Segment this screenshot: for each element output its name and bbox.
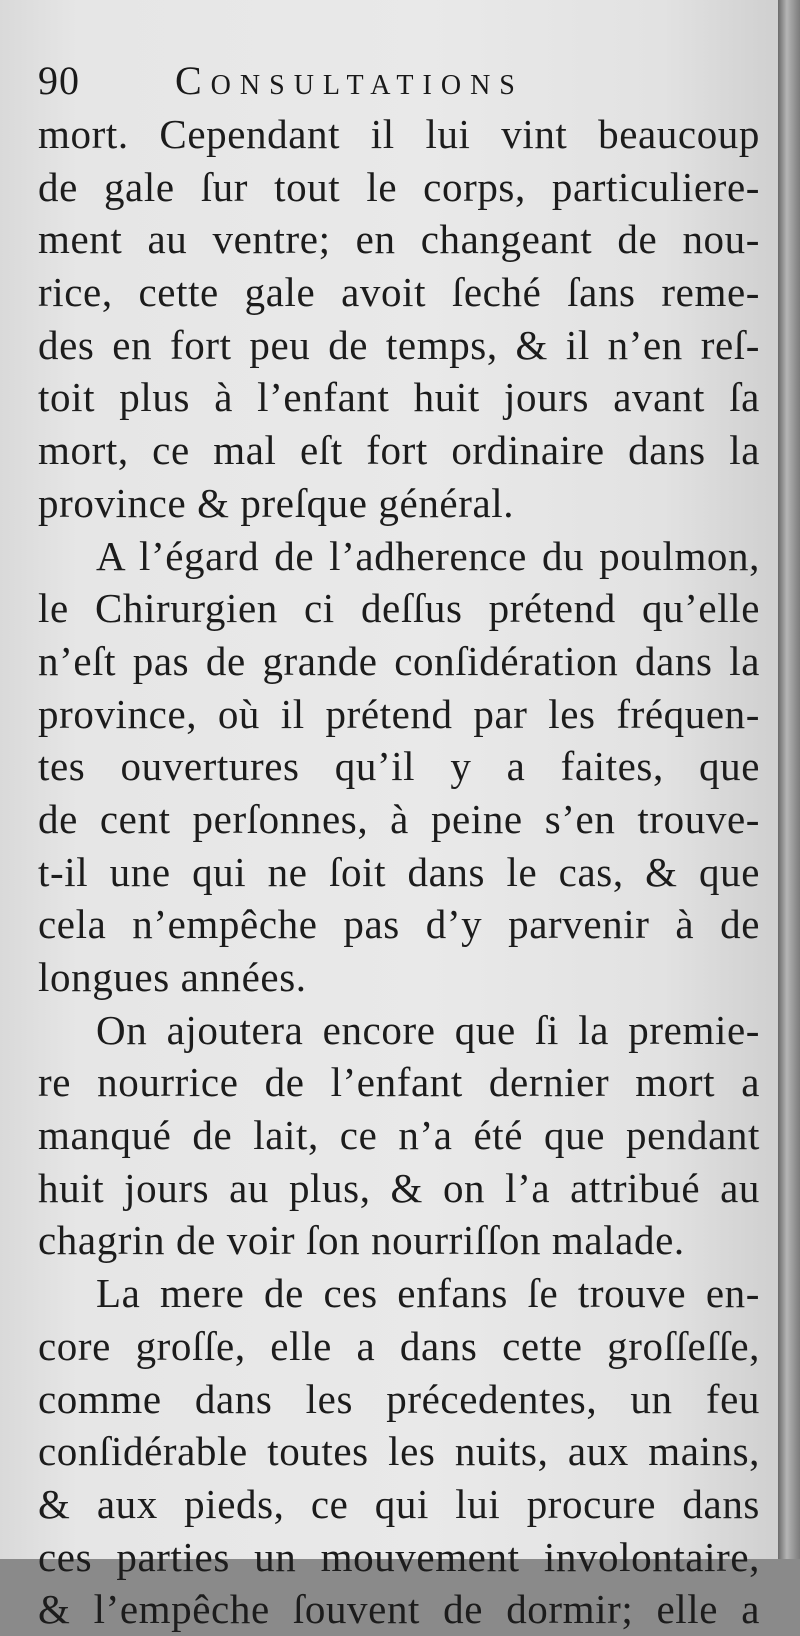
- text-line: ment au ventre; en changeant de nou-: [38, 216, 760, 263]
- paragraph: [38, 530, 760, 1004]
- page-number: 90: [38, 58, 80, 103]
- page-spine-shadow: [778, 0, 800, 1559]
- text-line: huit jours au plus, & on l’a attribué au: [38, 1164, 760, 1211]
- text-line: tes ouvertures qu’il y a faites, que: [38, 743, 760, 790]
- text-line: le Chirurgien ci deſſus prétend qu’elle: [38, 585, 760, 632]
- text-line: chagrin de voir ſon nourriſſon malade.: [38, 1217, 685, 1264]
- text-line: des en fort peu de temps, & il n’en reſ-: [38, 321, 760, 368]
- text-line: & l’empêche ſouvent de dormir; elle a: [38, 1586, 760, 1633]
- text-line: n’eſt pas de grande conſidération dans la: [38, 637, 760, 684]
- text-line: core groſſe, elle a dans cette groſſeſſe,: [38, 1322, 760, 1369]
- text-line: cela n’empêche pas d’y parvenir à de: [38, 901, 760, 948]
- text-line: province, où il prétend par les fréquen-: [38, 690, 760, 737]
- text-line: & aux pieds, ce qui lui procure dans: [38, 1480, 760, 1527]
- text-line: province & preſque général.: [38, 479, 515, 526]
- text-line: longues années.: [38, 954, 307, 1000]
- body-text: [38, 108, 760, 1636]
- text-line: rice, cette gale avoit ſeché ſans reme-: [38, 269, 760, 316]
- text-line: comme dans les précedentes, un feu: [38, 1375, 760, 1422]
- text-line: La mere de ces enfans ſe trouve en-: [96, 1270, 760, 1317]
- text-line: mort. Cependant il lui vint beaucoup: [38, 111, 760, 157]
- text-line: de gale ſur tout le corps, particuliere-: [38, 163, 760, 210]
- text-line: mort, ce mal eſt fort ordinaire dans la: [38, 427, 760, 474]
- text-line: t-il une qui ne ſoit dans le cas, & que: [38, 848, 760, 895]
- paragraph: [38, 1004, 760, 1267]
- text-line: conſidérable toutes les nuits, aux mains,: [38, 1428, 760, 1475]
- paragraph: [38, 108, 760, 530]
- text-line: de cent perſonnes, à peine s’en trouve-: [38, 795, 760, 842]
- text-line: A l’égard de l’adherence du poulmon,: [96, 532, 760, 579]
- text-line: ces parties un mouvement involontaire,: [38, 1533, 760, 1580]
- text-line: manqué de lait, ce n’a été que pendant: [38, 1112, 760, 1159]
- text-line: re nourrice de l’enfant dernier mort a: [38, 1059, 760, 1106]
- page-header: [38, 55, 758, 115]
- running-head: Consultations: [175, 58, 524, 103]
- paragraph: [38, 1267, 760, 1636]
- text-line: On ajoutera encore que ſi la premie-: [96, 1006, 760, 1053]
- text-line: toit plus à l’enfant huit jours avant ſa: [38, 374, 760, 421]
